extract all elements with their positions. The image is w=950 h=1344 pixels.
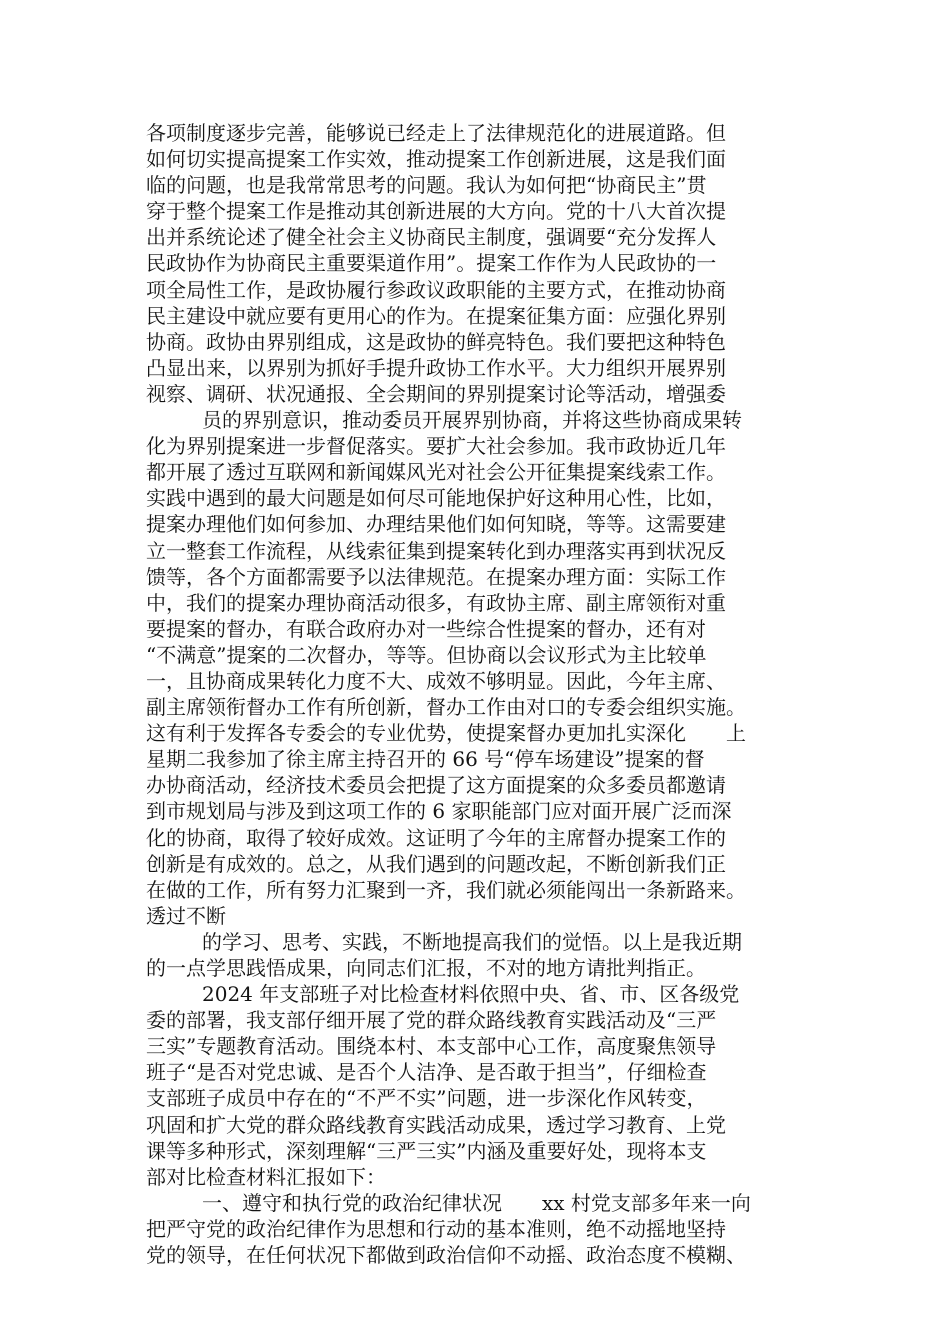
- text-line: 民主建设中就应要有更用心的作为。在提案征集方面：应强化界别: [146, 303, 726, 328]
- paragraph-start-line: 一、遵守和执行党的政治纪律状况 xx 村党支部多年来一向: [202, 1190, 751, 1215]
- text-line: 巩固和扩大党的群众路线教育实践活动成果，透过学习教育、上党: [146, 1112, 726, 1137]
- text-line: 都开展了透过互联网和新闻媒风光对社会公开征集提案线索工作。: [146, 460, 726, 485]
- text-line: 副主席领衔督办工作有所创新，督办工作由对口的专委会组织实施。: [146, 695, 746, 720]
- paragraph-start-line: 2024 年支部班子对比检查材料依照中央、省、市、区各级党: [202, 982, 740, 1007]
- text-line: 创新是有成效的。总之，从我们遇到的问题改起，不断创新我们正: [146, 851, 726, 876]
- text-line: 委的部署，我支部仔细开展了党的群众路线教育实践活动及“三严: [146, 1008, 717, 1033]
- text-line: 这有利于发挥各专委会的专业优势，使提案督办更加扎实深化 上: [146, 721, 746, 746]
- text-line: 穿于整个提案工作是推动其创新进展的大方向。党的十八大首次提: [146, 199, 726, 224]
- text-line: 支部班子成员中存在的“不严不实”问题，进一步深化作风转变，: [146, 1086, 707, 1111]
- text-line: 到市规划局与涉及到这项工作的 6 家职能部门应对面开展广泛而深: [146, 799, 732, 824]
- text-line: 临的问题，也是我常常思考的问题。我认为如何把“协商民主”贯: [146, 173, 707, 198]
- text-line: 化的协商，取得了较好成效。这证明了今年的主席督办提案工作的: [146, 825, 726, 850]
- text-line: 中，我们的提案办理协商活动很多，有政协主席、副主席领衔对重: [146, 590, 726, 615]
- text-line: 星期二我参加了徐主席主持召开的 66 号“停车场建设”提案的督: [146, 747, 705, 772]
- text-line: 班子“是否对党忠诚、是否个人洁净、是否敢于担当”，仔细检查: [146, 1060, 707, 1085]
- text-line: 各项制度逐步完善，能够说已经走上了法律规范化的进展道路。但: [146, 121, 726, 145]
- text-line: 馈等，各个方面都需要予以法律规范。在提案办理方面：实际工作: [146, 564, 726, 589]
- text-line: 部对比检查材料汇报如下：: [146, 1164, 386, 1189]
- text-line: 一，且协商成果转化力度不大、成效不够明显。因此，今年主席、: [146, 668, 726, 693]
- text-line: 如何切实提高提案工作实效，推动提案工作创新进展，这是我们面: [146, 147, 726, 172]
- text-line: 的一点学思践悟成果，向同志们汇报，不对的地方请批判指正。: [146, 956, 706, 980]
- text-line: 要提案的督办，有联合政府办对一些综合性提案的督办，还有对: [146, 616, 706, 641]
- text-line: “不满意”提案的二次督办，等等。但协商以会议形式为主比较单: [146, 642, 707, 667]
- text-line: 视察、调研、状况通报、全会期间的界别提案讨论等活动，增强委: [146, 381, 726, 406]
- text-line: 党的领导，在任何状况下都做到政治信仰不动摇、政治态度不模糊、: [146, 1243, 746, 1268]
- text-line: 在做的工作，所有努力汇聚到一齐，我们就必须能闯出一条新路来。: [146, 877, 746, 902]
- text-line: 透过不断: [146, 903, 226, 928]
- text-line: 把严守党的政治纪律作为思想和行动的基本准则，绝不动摇地坚持: [146, 1216, 726, 1241]
- text-line: 课等多种形式，深刻理解“三严三实”内涵及重要好处，现将本支: [146, 1138, 707, 1163]
- text-line: 民政协作为协商民主重要渠道作用”。提案工作作为人民政协的一: [146, 251, 717, 276]
- text-line: 办协商活动，经济技术委员会把提了这方面提案的众多委员都邀请: [146, 773, 726, 798]
- text-line: 出并系统论述了健全社会主义协商民主制度，强调要“充分发挥人: [146, 225, 717, 250]
- document-body: [146, 120, 812, 1268]
- text-line: 立一整套工作流程，从线索征集到提案转化到办理落实再到状况反: [146, 538, 726, 563]
- text-line: 提案办理他们如何参加、办理结果他们如何知晓，等等。这需要建: [146, 512, 726, 537]
- text-line: 三实”专题教育活动。围绕本村、本支部中心工作，高度聚焦领导: [146, 1034, 717, 1059]
- paragraph-start-line: 员的界别意识，推动委员开展界别协商，并将这些协商成果转: [202, 408, 742, 433]
- text-line: 实践中遇到的最大问题是如何尽可能地保护好这种用心性，比如，: [146, 486, 726, 511]
- text-line: 协商。政协由界别组成，这是政协的鲜亮特色。我们要把这种特色: [146, 329, 726, 354]
- text-line: 项全局性工作，是政协履行参政议政职能的主要方式，在推动协商: [146, 277, 726, 302]
- text-line: 凸显出来，以界别为抓好手提升政协工作水平。大力组织开展界别: [146, 355, 726, 380]
- text-line: 化为界别提案进一步督促落实。要扩大社会参加。我市政协近几年: [146, 434, 726, 459]
- paragraph-start-line: 的学习、思考、实践，不断地提高我们的觉悟。以上是我近期: [202, 929, 742, 954]
